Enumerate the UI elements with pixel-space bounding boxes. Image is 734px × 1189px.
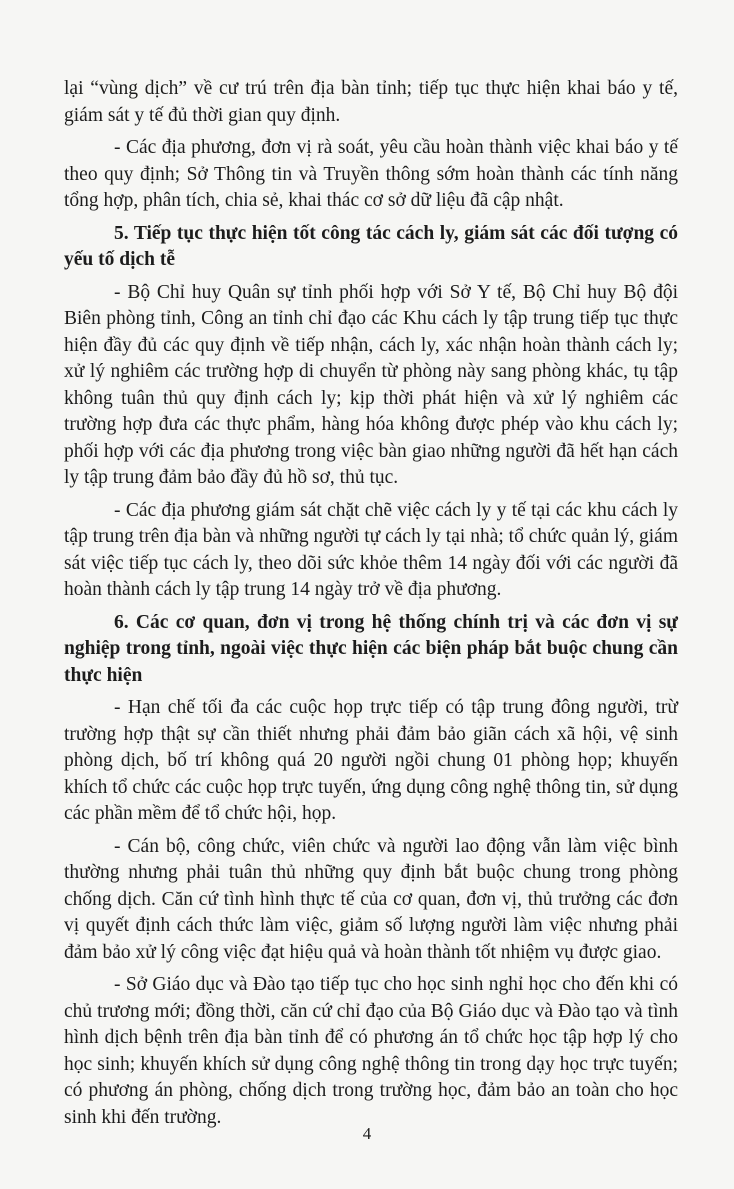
section-heading-6: 6. Các cơ quan, đơn vị trong hệ thống chính trị và các đơn vị sự nghiệp trong tỉnh, ngoài việc thực hiện các biện pháp bắt buộc chung cần thực hiện	[64, 611, 678, 686]
section-heading-5: 5. Tiếp tục thực hiện tốt công tác cách ly, giám sát các đối tượng có yếu tố dịch tễ	[64, 222, 678, 270]
page-number: 4	[362, 1124, 372, 1143]
paragraph-meetings: - Hạn chế tối đa các cuộc họp trực tiếp có tập trung đông người, trừ trường hợp thật sự cần thiết nhưng phải đảm bảo giãn cách xã hội, vệ sinh phòng dịch, bố trí không quá 20 người ngồi chung 01 phòng họp; khuyến khích tổ chức các cuộc họp trực tuyến, ứng dụng công nghệ thông tin, sử dụng các phần mềm để tổ chức hội, họp.	[64, 697, 678, 824]
paragraph-continuation: lại “vùng dịch” về cư trú trên địa bàn tỉnh; tiếp tục thực hiện khai báo y tế, giám sát y tế đủ thời gian quy định.	[64, 78, 678, 126]
paragraph-quarantine-command: - Bộ Chỉ huy Quân sự tỉnh phối hợp với Sở Y tế, Bộ Chỉ huy Bộ đội Biên phòng tỉnh, Công an tỉnh chỉ đạo các Khu cách ly tập trung tiếp tục thực hiện đầy đủ các quy định về tiếp nhận, cách ly, xác nhận hoàn thành cách ly; xử lý nghiêm các trường hợp di chuyển từ phòng này sang phòng khác, tụ tập không tuân thủ quy định cách ly; kịp thời phát hiện và xử lý nghiêm các trường hợp đưa các thực phẩm, hàng hóa không được phép vào khu cách ly; phối hợp với các địa phương trong việc bàn giao những người đã hết hạn cách ly tập trung đảm bảo đầy đủ hồ sơ, thủ tục.	[64, 281, 678, 488]
paragraph-local-supervision: - Các địa phương giám sát chặt chẽ việc cách ly y tế tại các khu cách ly tập trung trên địa bàn và những người tự cách ly tại nhà; tổ chức quản lý, giám sát việc tiếp tục cách ly, theo dõi sức khỏe thêm 14 ngày đối với các người đã hoàn thành cách ly tập trung 14 ngày trở về địa phương.	[64, 499, 678, 600]
paragraph-education: - Sở Giáo dục và Đào tạo tiếp tục cho học sinh nghỉ học cho đến khi có chủ trương mới; đồng thời, căn cứ chỉ đạo của Bộ Giáo dục và Đào tạo và tình hình dịch bệnh trên địa bàn tỉnh để có phương án tổ chức học tập hợp lý cho học sinh; khuyến khích sử dụng công nghệ thông tin trong dạy học trực tuyến; có phương án phòng, chống dịch trong trường học, đảm bảo an toàn cho học sinh khi đến trường.	[64, 974, 678, 1128]
paragraph-health-declaration: - Các địa phương, đơn vị rà soát, yêu cầu hoàn thành việc khai báo y tế theo quy định; Sở Thông tin và Truyền thông sớm hoàn thành các tính năng tổng hợp, phân tích, chia sẻ, khai thác cơ sở dữ liệu đã cập nhật.	[64, 137, 678, 211]
paragraph-officials: - Cán bộ, công chức, viên chức và người lao động vẫn làm việc bình thường nhưng phải tuân thủ những quy định bắt buộc chung trong phòng chống dịch. Căn cứ tình hình thực tế của cơ quan, đơn vị, thủ trưởng các đơn vị quyết định cách thức làm việc, giảm số lượng người làm việc nhưng phải đảm bảo xử lý công việc đạt hiệu quả và hoàn thành tốt nhiệm vụ được giao.	[64, 835, 678, 963]
